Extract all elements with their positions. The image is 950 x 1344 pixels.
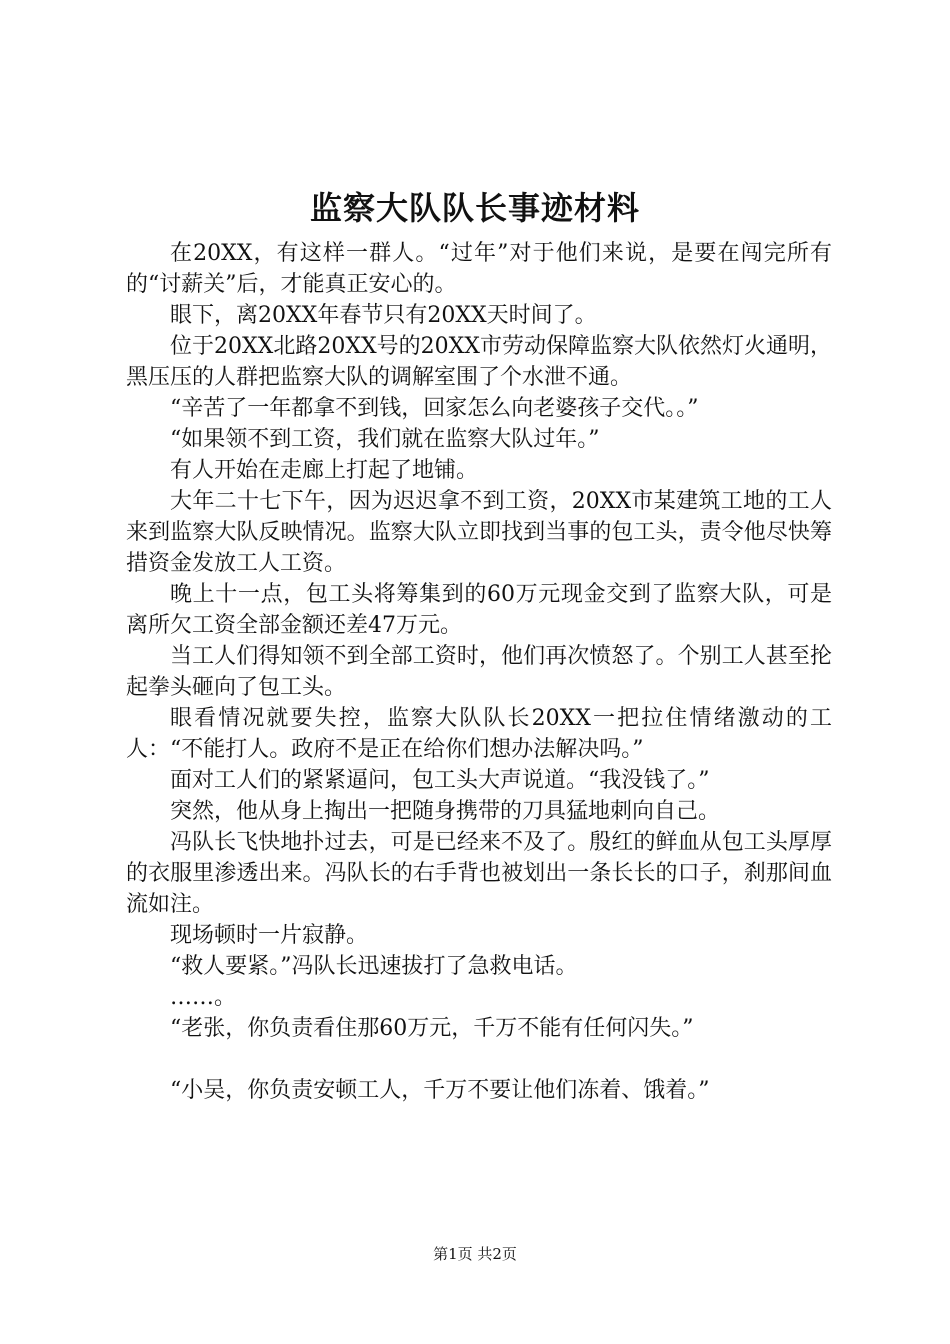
- paragraph: 现场顿时一片寂静。: [170, 923, 369, 948]
- document-body: [126, 238, 832, 1106]
- paragraph: “小吴，你负责安顿工人，千万不要让他们冻着、饿着。”: [170, 1078, 710, 1103]
- page-footer: 第1页 共2页: [433, 1245, 517, 1263]
- paragraph: 在20XX，有这样一群人。“过年”对于他们来说，是要在闯完所有的“讨薪关”后，才能真正安心的。: [126, 241, 832, 297]
- paragraph: “如果领不到工资，我们就在监察大队过年。”: [170, 427, 600, 452]
- paragraph: 眼看情况就要失控，监察大队队长20XX一把拉住情绪激动的工人：“不能打人。政府不是正在给你们想办法解决吗。”: [126, 706, 832, 762]
- paragraph: 突然，他从身上掏出一把随身携带的刀具猛地刺向自己。: [170, 799, 721, 824]
- paragraph: 面对工人们的紧紧逼问，包工头大声说道。“我没钱了。”: [170, 768, 710, 793]
- paragraph: “老张，你负责看住那60万元，千万不能有任何闪失。”: [170, 1016, 694, 1041]
- paragraph: 晚上十一点，包工头将筹集到的60万元现金交到了监察大队，可是离所欠工资全部金额还差47万元。: [126, 582, 832, 638]
- paragraph: ……。: [170, 985, 237, 1010]
- paragraph: 眼下，离20XX年春节只有20XX天时间了。: [170, 303, 597, 328]
- paragraph: 当工人们得知领不到全部工资时，他们再次愤怒了。个别工人甚至抡起拳头砸向了包工头。: [126, 644, 832, 700]
- paragraph: 位于20XX北路20XX号的20XX市劳动保障监察大队依然灯火通明，黑压压的人群把监察大队的调解室围了个水泄不通。: [126, 334, 832, 390]
- paragraph: 有人开始在走廊上打起了地铺。: [170, 458, 479, 483]
- paragraph: “救人要紧。”冯队长迅速拔打了急救电话。: [170, 954, 578, 979]
- document-title: 监察大队队长事迹材料: [309, 189, 640, 227]
- paragraph: 大年二十七下午，因为迟迟拿不到工资，20XX市某建筑工地的工人来到监察大队反映情况。监察大队立即找到当事的包工头，责令他尽快筹措资金发放工人工资。: [126, 489, 832, 576]
- paragraph: 冯队长飞快地扑过去，可是已经来不及了。殷红的鲜血从包工头厚厚的衣服里渗透出来。冯队长的右手背也被划出一条长长的口子，刹那间血流如注。: [126, 830, 832, 917]
- paragraph: “辛苦了一年都拿不到钱，回家怎么向老婆孩子交代。。”: [170, 396, 699, 421]
